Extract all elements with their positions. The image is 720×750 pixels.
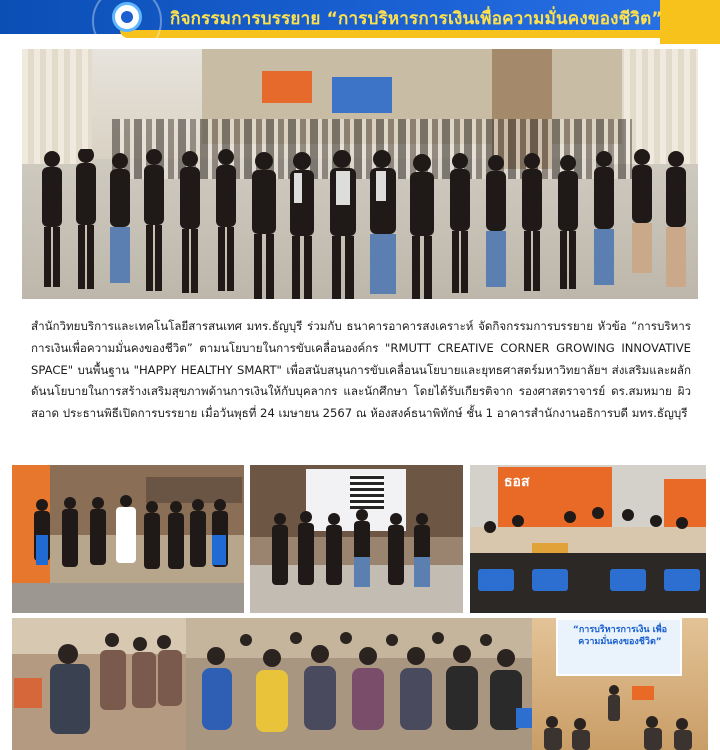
photo-group-stage [12,465,244,613]
header-logo-icon [112,2,142,32]
page-title: กิจกรรมการบรรยาย “การบริหารการเงินเพื่อความมั่นคงของชีวิต” [170,9,663,29]
seminar-screen-title: “การบริหารการเงิน เพื่อความมั่นคงของชีวิต” [572,625,668,647]
article-body: สำนักวิทยบริการและเทคโนโลยีสารสนเทศ มทร.ธัญบุรี ร่วมกับ ธนาคารอาคารสงเคราะห์ จัดกิจกรรมการบรรยาย หัวข้อ “การบริหารการเงินเพื่อความมั่นคงของชีวิต” ตามนโยบายในการขับเคลื่อนองค์กร "RMUTT CREATIVE CORNER GROWING INNOVATIVE SPACE" บนพื้นฐาน "HAPPY HEALTHY SMART" เพื่อสนับสนุนการขับเคลื่อนนโยบายและยุทธศาสตร์มหาวิทยาลัยฯ ส่งเสริมและผลักดันนโยบายในการสร้างเสริมสุขภาพด้านการเงินให้กับบุคลากร และนักศึกษา โดยได้รับเกียรติจาก รองศาสตราจารย์ ดร.สมหมาย ผิวสอาด ประธานพิธีเปิดการบรรยาย เมื่อวันพุธที่ 24 เมษายน 2567 ณ ห้องสงค์ธนาพิทักษ์ ชั้น 1 อาคารสำนักงานอธิการบดี มทร.ธัญบุรี [31,319,691,421]
front-row-people [30,149,690,299]
header-yellow-corner [660,0,720,44]
photo-audience-left [12,618,186,750]
banner-sign-text: ธอส [504,473,530,489]
photo-speakers-table [470,465,706,613]
photo-audience-center [186,618,532,750]
main-group-photo [22,49,698,299]
header-banner [0,0,720,44]
photo-group-qr-backdrop [250,465,463,613]
photo-seminar-screen [532,618,708,750]
